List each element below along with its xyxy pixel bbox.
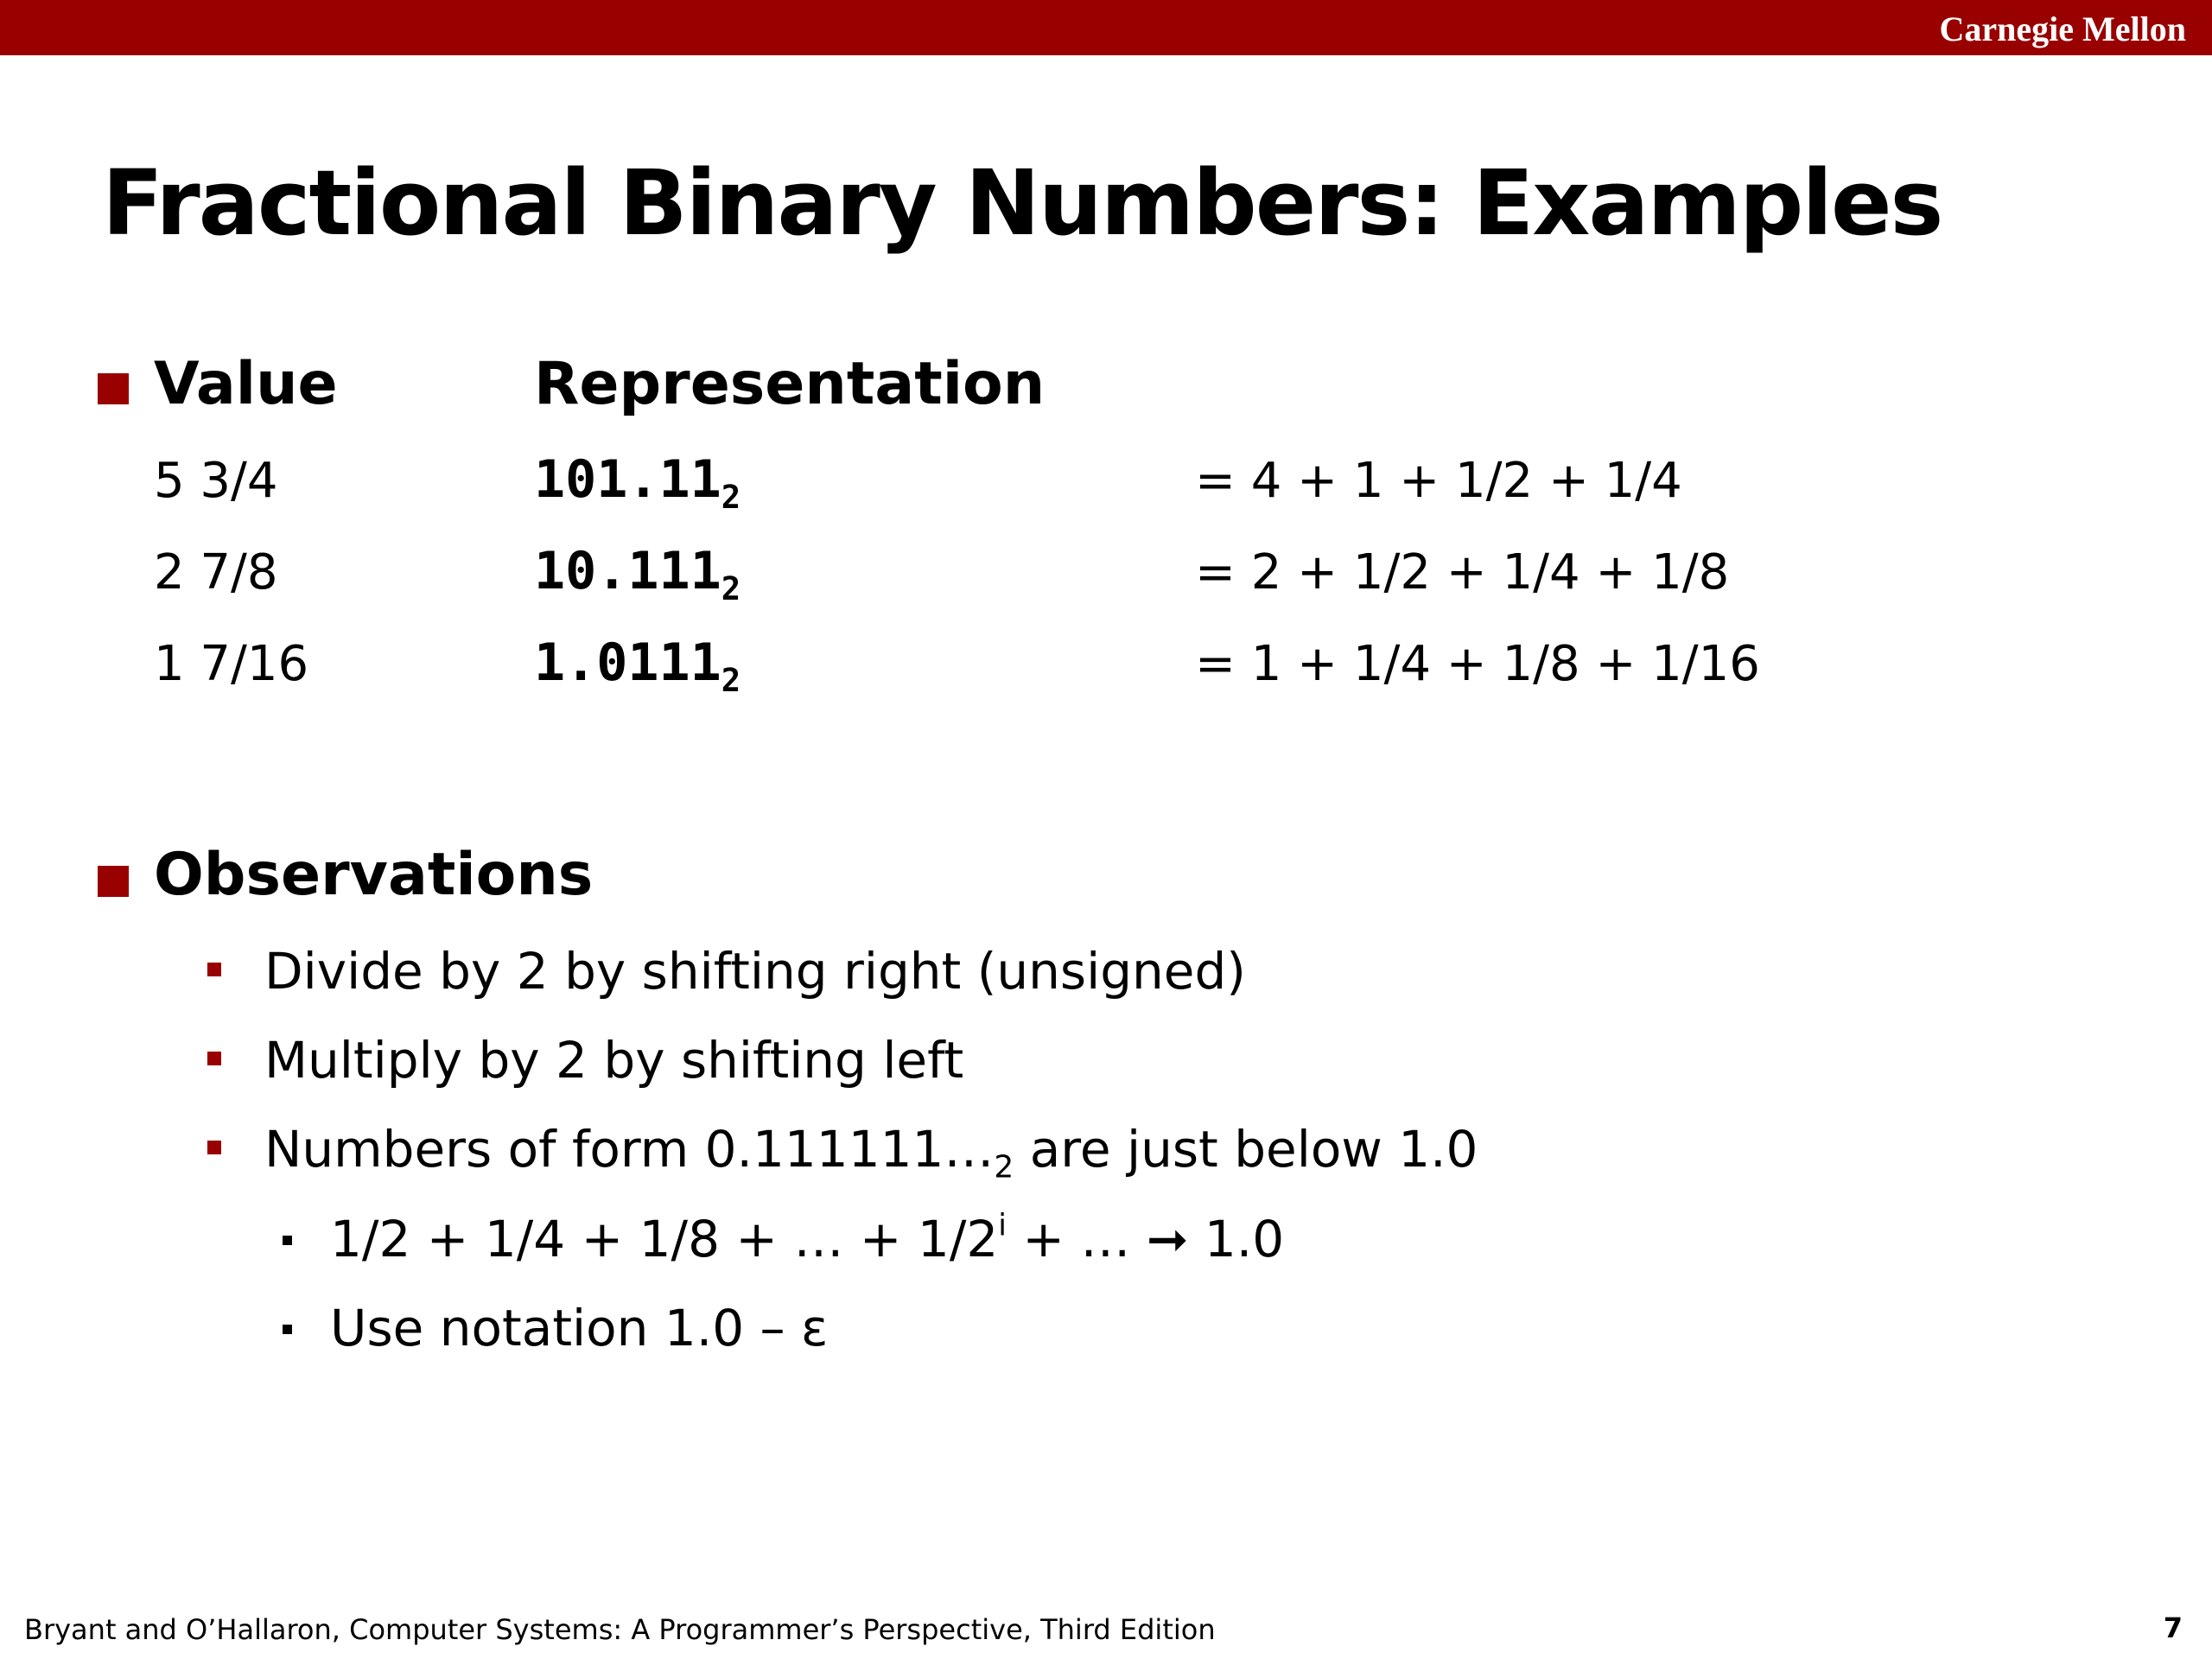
row-3-expansion: = 1 + 1/4 + 1/8 + 1/16 <box>1195 636 1760 692</box>
observation-item-3-after: are just below 1.0 <box>1014 1120 1478 1179</box>
series-after: + … <box>1006 1210 1147 1268</box>
row-2-rep-base: 2 <box>721 569 741 608</box>
right-arrow-icon: ➞ <box>1146 1210 1189 1268</box>
observation-item-1: Divide by 2 by shifting right (unsigned) <box>264 942 1246 1001</box>
footer-citation: Bryant and O’Hallaron, Computer Systems: A Programmer’s Perspective, Third Edition <box>24 1613 1216 1646</box>
row-2-representation <box>534 541 741 608</box>
bullet-icon <box>207 963 221 976</box>
observations-heading: Observations <box>154 841 594 909</box>
row-1-representation <box>534 449 741 517</box>
row-3-value: 1 7/16 <box>154 636 309 692</box>
column-header-representation: Representation <box>534 350 1046 418</box>
row-2-rep-digits: 10.111 <box>534 541 721 601</box>
row-3-representation <box>534 632 741 700</box>
row-1-expansion: = 4 + 1 + 1/2 + 1/4 <box>1195 453 1682 509</box>
row-1-rep-digits: 101.11 <box>534 449 721 510</box>
sub-bullet-icon <box>283 1236 292 1245</box>
bullet-icon <box>207 1141 221 1154</box>
series-before: 1/2 + 1/4 + 1/8 + … + 1/2 <box>330 1210 999 1268</box>
row-1-rep-base: 2 <box>721 478 741 517</box>
bullet-icon <box>207 1052 221 1065</box>
row-2-value: 2 7/8 <box>154 544 278 601</box>
row-3-rep-base: 2 <box>721 661 741 700</box>
sub-bullet-icon <box>283 1325 292 1334</box>
page-number: 7 <box>2163 1611 2183 1644</box>
series-limit: 1.0 <box>1188 1210 1285 1268</box>
row-1-value: 5 3/4 <box>154 453 278 509</box>
square-bullet-icon <box>98 866 129 897</box>
header-bar <box>0 0 2212 55</box>
observation-item-2: Multiply by 2 by shifting left <box>264 1031 964 1090</box>
row-3-rep-digits: 1.0111 <box>534 632 721 693</box>
observation-subitem-notation: Use notation 1.0 – ε <box>330 1299 829 1357</box>
square-bullet-icon <box>98 373 129 404</box>
slide-title: Fractional Binary Numbers: Examples <box>102 150 1942 256</box>
observation-item-3-sub: 2 <box>994 1149 1014 1185</box>
series-sup: i <box>998 1208 1007 1243</box>
row-2-expansion: = 2 + 1/2 + 1/4 + 1/8 <box>1195 544 1730 601</box>
observation-item-3 <box>264 1118 1478 1185</box>
observation-subitem-series <box>330 1208 1284 1270</box>
observation-item-3-before: Numbers of form 0.111111… <box>264 1120 995 1179</box>
column-header-value: Value <box>154 350 338 418</box>
brand-name: Carnegie Mellon <box>1939 10 2186 48</box>
